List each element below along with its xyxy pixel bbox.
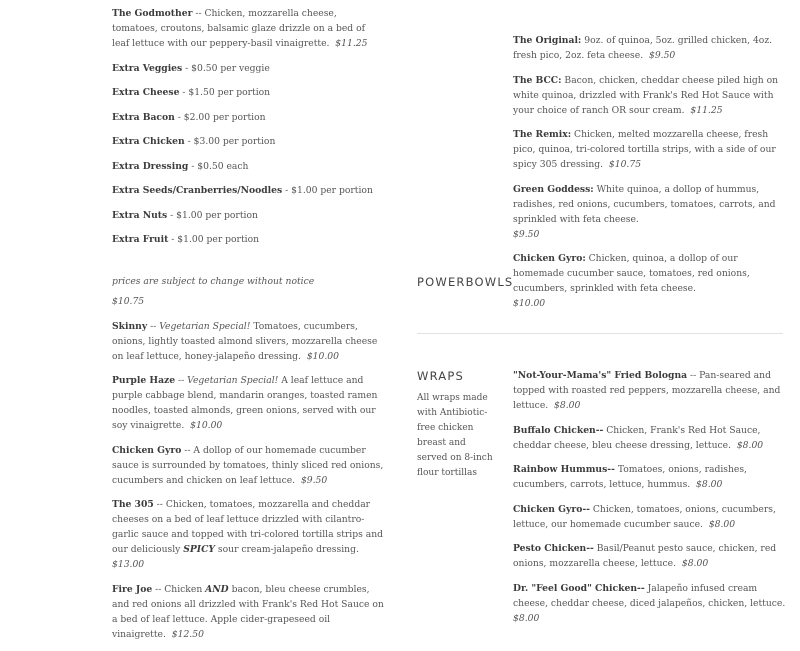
section-title-powerbowls: POWERBOWLS	[417, 275, 514, 289]
wrap-item: Rainbow Hummus-- Tomatoes, onions, radishes, cucumbers, carrots, lettuce, hummus. $8.00	[513, 464, 747, 490]
menu-item-skinny: Skinny -- Vegetarian Special! Tomatoes, cucumbers, onions, lightly toasted almond slivers, mozzarella cheese on leaf lettuce, honey-jalapeño dressing. $10.00	[112, 320, 378, 362]
menu-item-fire-joe: Fire Joe -- Chicken AND bacon, bleu cheese crumbles, and red onions all drizzled with Frank's Red Hot Sauce on a bed of leaf lettuce. Apple cider-grapeseed oil vinaigrette. $12.50	[112, 583, 384, 640]
section-divider	[417, 333, 783, 334]
salads-column	[112, 6, 384, 651]
extra-item: Extra Chicken - $3.00 per portion	[112, 136, 276, 147]
extra-item: Extra Nuts - $1.00 per portion	[112, 209, 258, 221]
item-desc: Chicken, mozzarella cheese, tomatoes, croutons, balsamic glaze drizzle on a bed of leaf lettuce with our peppery-basil vinaigrette.	[112, 8, 366, 49]
base-price: $10.75	[112, 296, 145, 307]
wraps-column	[513, 368, 789, 635]
wrap-item: Chicken Gyro-- Chicken, tomatoes, onions, cucumbers, lettuce, our homemade cucumber sauce. $8.00	[513, 503, 776, 530]
extra-item: Extra Dressing - $0.50 each	[112, 160, 249, 172]
bowl-item: The Original: 9oz. of quinoa, 5oz. grilled chicken, 4oz. fresh pico, 2oz. feta cheese. $9.50	[513, 35, 773, 61]
menu-item-305: The 305 -- Chicken, tomatoes, mozzarella and cheddar cheeses on a bed of leaf lettuce drizzled with cilantro-garlic sauce and topped with tri-colored tortilla strips and our deliciously SPICY sour cream-jalapeño dressing. $13.00	[112, 499, 384, 570]
item-price: $11.25	[335, 38, 368, 49]
bowls-column	[513, 33, 789, 321]
wrap-item: Pesto Chicken-- Basil/Peanut pesto sauce, chicken, red onions, mozzarella cheese, lettuce. $8.00	[513, 543, 777, 569]
bowl-item: The Remix: Chicken, melted mozzarella cheese, fresh pico, quinoa, tri-colored tortilla strips, with a side of our spicy 305 dressing. $10.75	[513, 129, 776, 170]
price-note: prices are subject to change without notice	[112, 276, 315, 287]
menu-item-purple-haze: Purple Haze -- Vegetarian Special! A leaf lettuce and purple cabbage blend, mandarin oranges, toasted ramen noodles, toasted almonds, green onions, served with our soy vinaigrette. $10.00	[112, 375, 378, 431]
menu-item-chicken-gyro: Chicken Gyro -- A dollop of our homemade cucumber sauce is surrounded by tomatoes, thinly sliced red onions, cucumbers and chicken on leaf lettuce. $9.50	[112, 444, 384, 486]
wraps-note: All wraps made with Antibiotic-free chicken breast and served on 8-inch flour tortillas	[417, 393, 493, 478]
item-name: The Godmother	[112, 8, 193, 19]
menu-item-godmother: The Godmother -- Chicken, mozzarella cheese, tomatoes, croutons, balsamic glaze drizzle on a bed of leaf lettuce with our peppery-basil vinaigrette. $11.25	[112, 8, 368, 49]
wrap-item: Dr. "Feel Good" Chicken-- Jalapeño infused cream cheese, cheddar cheese, diced jalapeños, chicken, lettuce. $8.00	[513, 582, 786, 624]
bowl-item: Chicken Gyro: Chicken, quinoa, a dollop of our homemade cucumber sauce, tomatoes, red onions, cucumbers, sprinkled with feta cheese. $10.00	[513, 253, 750, 309]
wrap-item: Buffalo Chicken-- Chicken, Frank's Red Hot Sauce, cheddar cheese, bleu cheese dressing, lettuce. $8.00	[513, 424, 764, 451]
bowl-item: Green Goddess: White quinoa, a dollop of hummus, radishes, red onions, cucumbers, tomatoes, carrots, and sprinkled with feta cheese. $9.50	[513, 183, 776, 240]
section-title-wraps: WRAPS	[417, 369, 464, 383]
extra-item: Extra Bacon - $2.00 per portion	[112, 111, 266, 123]
extra-item: Extra Cheese - $1.50 per portion	[112, 87, 271, 98]
wrap-item: "Not-Your-Mama's" Fried Bologna -- Pan-seared and topped with roasted red peppers, mozzarella cheese, and lettuce. $8.00	[513, 370, 781, 411]
extra-item: Extra Veggies - $0.50 per veggie	[112, 62, 270, 74]
extra-item: Extra Fruit - $1.00 per portion	[112, 234, 260, 245]
bowl-item: The BCC: Bacon, chicken, cheddar cheese piled high on white quinoa, drizzled with Frank's Red Hot Sauce with your choice of ranch OR sour cream. $11.25	[513, 74, 779, 116]
extra-item: Extra Seeds/Cranberries/Noodles - $1.00 per portion	[112, 185, 373, 196]
